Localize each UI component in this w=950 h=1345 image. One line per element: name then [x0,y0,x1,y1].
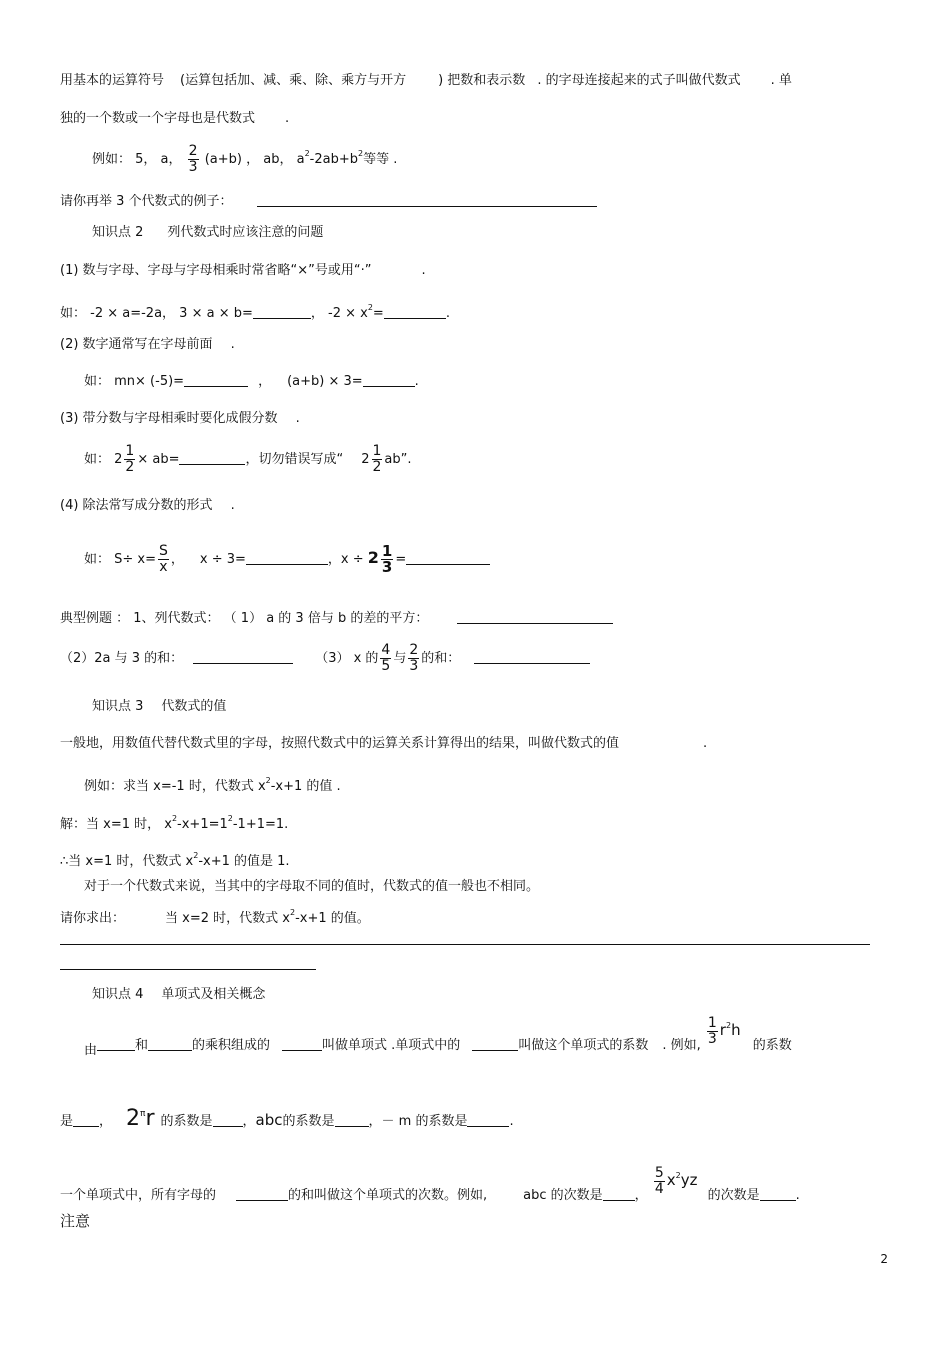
typical-example-2: （2）2a 与 3 的和： （3） x 的 $\frac{4}{5}$ 与 $\frac{2}{3}$ 的和： [60,643,590,674]
rule-4-example: 如： S÷ x= $\frac{S}{x}$ ， x ÷ 3= ，x ÷ 2 $\frac{1}{3}$ = [84,544,490,575]
answer-blank[interactable] [282,1037,322,1051]
rule-1: (1) 数与字母、字母与字母相乘时常省略“×”号或用“·” . [60,263,426,278]
answer-blank[interactable] [457,610,613,624]
answer-blank[interactable] [213,1113,243,1127]
value-solution: 解：当 x=1 时， $x^2-x+1=1^2-1+1=1$. [60,814,289,832]
answer-blank[interactable] [603,1187,635,1201]
fraction-two-thirds: $\frac{2}{3}$ [188,143,198,175]
rule-1-example: 如： -2 × a=-2a， 3 × a × b= ， $-2 \times x^2=$ . [60,303,450,321]
fraction-one-half: $\frac{1}{2}$ [125,443,135,475]
answer-blank[interactable] [472,1037,518,1051]
fraction-one-third: $\frac{1}{3}$ [381,542,393,576]
answer-blank[interactable] [193,650,293,664]
answer-blank[interactable] [335,1113,369,1127]
section-heading-4: 知识点 4 单项式及相关概念 [92,987,266,1002]
value-remark: 对于一个代数式来说，当其中的字母取不同的值时，代数式的值一般也不相同。 [84,879,540,894]
value-definition: 一般地，用数值代替代数式里的字母，按照代数式中的运算关系计算得出的结果，叫做代数式的值 . [60,736,708,751]
rule-3-example: 如： 2 $\frac{1}{2}$ × ab= ，切勿错误写成“ 2 $\frac{1}{2}$ ab”. [84,443,412,475]
monomial-degree: 一个单项式中，所有字母的 的和叫做这个单项式的次数。例如, abc 的次数是 ， $\frac{5}{4}$ $x^2yz$ 的次数是 . [60,1165,800,1203]
fraction-one-half: $\frac{1}{2}$ [372,443,382,475]
answer-line[interactable] [60,969,316,970]
example-expressions: 例如： 5， a， $\frac{2}{3}$ (a+b) ， ab， $a^2-2ab+b^2$等等 . [92,143,398,175]
answer-blank[interactable] [363,373,415,387]
rule-3: (3) 带分数与字母相乘时要化成假分数 . [60,411,300,426]
answer-blank[interactable] [253,305,311,319]
answer-blank[interactable] [184,373,248,387]
answer-blank[interactable] [97,1037,135,1051]
value-example: 例如：求当 x=-1 时，代数式 $x^2-x+1$ 的值 . [84,776,341,794]
answer-blank[interactable] [474,650,590,664]
answer-blank[interactable] [148,1037,192,1051]
typical-example-1: 典型例题 ： 1、列代数式： （ 1） a 的 3 倍与 b 的差的平方： [60,610,613,628]
fraction-two-thirds: $\frac{2}{3}$ [409,642,419,674]
monomial-coefficients: 是 ， $2^\pi r$ 的系数是 ，abc的系数是 ，－ m 的系数是 . [60,1106,514,1131]
fraction-s-over-x: $\frac{S}{x}$ [159,543,168,575]
answer-blank[interactable] [236,1187,288,1201]
note-label: 注意 [60,1212,91,1230]
answer-blank[interactable] [257,193,597,207]
rule-2-example: 如： mn× (-5)= ， (a+b) × 3= . [84,374,419,389]
rule-4: (4) 除法常写成分数的形式 . [60,498,235,513]
rule-2: (2) 数字通常写在字母前面 . [60,337,235,352]
answer-blank[interactable] [760,1187,796,1201]
exercise-examples: 请你再举 3 个代数式的例子： [60,193,597,211]
intro-line-2: 独的一个数或一个字母也是代数式 . [60,111,290,126]
monomial-definition: 由 和 的乘积组成的 叫做单项式 .单项式中的 叫做这个单项式的系数 . 例如, $\frac{1}{3}$ $r^2h$ 的系数 [84,1015,792,1058]
section-heading-3: 知识点 3 代数式的值 [92,699,227,714]
answer-blank[interactable] [73,1113,99,1127]
answer-blank[interactable] [246,551,328,565]
answer-blank[interactable] [179,451,245,465]
answer-blank[interactable] [384,305,446,319]
value-conclusion: ∴当 x=1 时，代数式 $x^2-x+1$ 的值是 1. [60,851,290,869]
fraction-four-fifths: $\frac{4}{5}$ [381,642,391,674]
fraction-five-fourths: $\frac{5}{4}$ [654,1165,664,1197]
value-exercise: 请你求出： 当 x=2 时，代数式 $x^2-x+1$ 的值。 [60,908,370,926]
intro-line-1: 用基本的运算符号 (运算包括加、减、乘、除、乘方与开方 ) 把数和表示数 . 的字母连接起来的式子叫做代数式 . 单 [60,73,792,88]
answer-line[interactable] [60,944,870,945]
fraction-one-third: $\frac{1}{3}$ [707,1015,717,1047]
answer-blank[interactable] [467,1113,509,1127]
page-number: 2 [880,1252,888,1266]
answer-blank[interactable] [406,551,490,565]
section-heading-2: 知识点 2 列代数式时应该注意的问题 [92,225,324,240]
